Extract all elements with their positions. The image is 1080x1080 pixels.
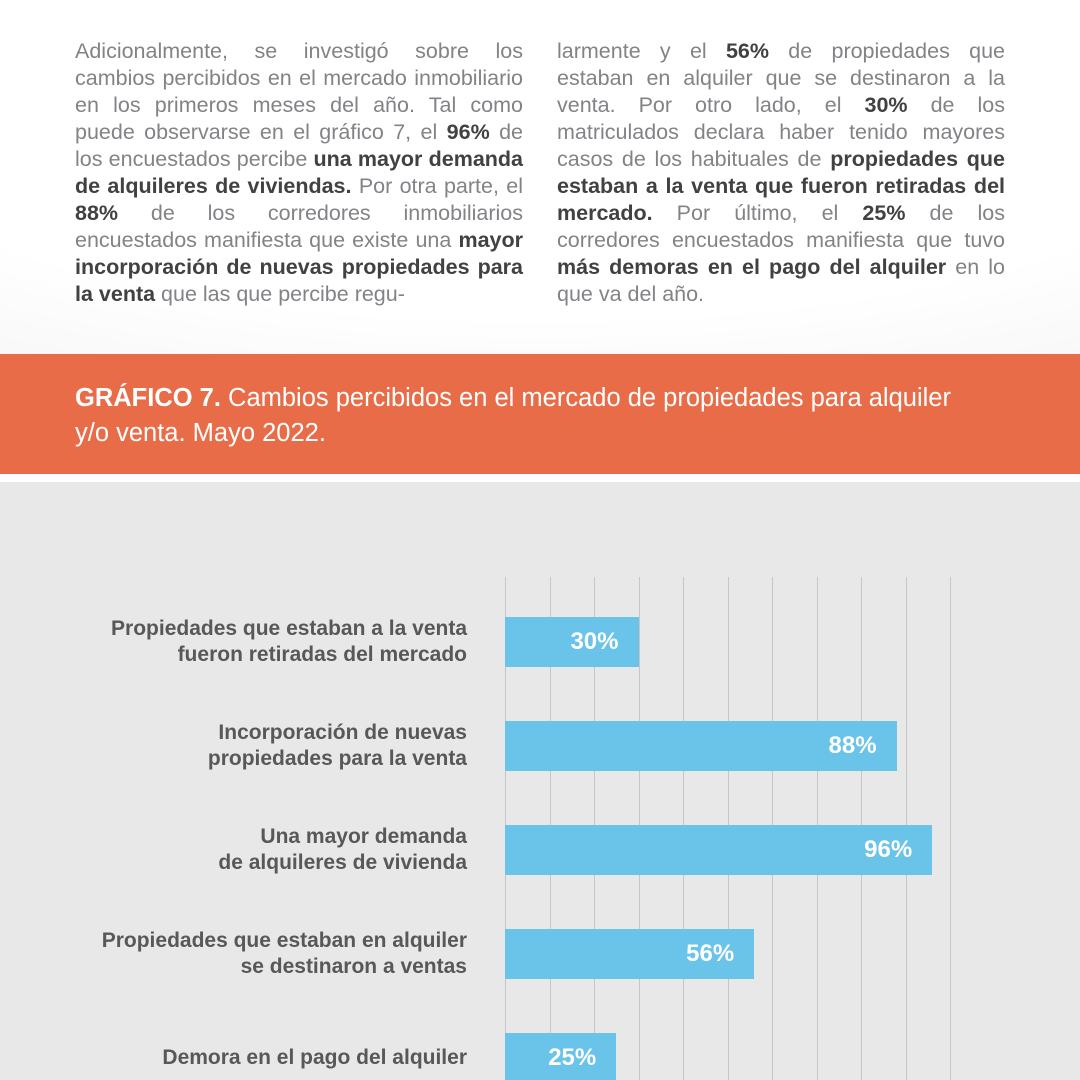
chart-title-label: GRÁFICO 7. [75, 384, 221, 412]
category-label: Demora en el pago del alquiler [162, 1046, 467, 1069]
bar-value-label: 88% [828, 732, 877, 759]
category-label: Una mayor demanda de alquileres de vivienda [218, 825, 467, 874]
intro-left-paragraph: Adicionalmente, se investigó sobre los cambios percibidos en el mercado inmobiliario en los primeros meses del año. Tal como puede observarse en el gráfico 7, el 96% de los encuestados percibe una mayor demanda de alquileres de viviendas. Por otra parte, el 88% de los corredores inmobiliarios encuestados manifiesta que existe una mayor incorporación de nuevas propiedades para la venta que las que percibe regu- [75, 38, 523, 306]
bar [505, 825, 932, 875]
bar [505, 1033, 616, 1080]
category-label: Propiedades que estaban a la venta fueron retiradas del mercado [111, 617, 467, 666]
bar-value-label: 30% [570, 628, 619, 655]
chart-title-line2: y/o venta. Mayo 2022. [75, 419, 326, 447]
category-label: Propiedades que estaban en alquiler se destinaron a ventas [101, 929, 467, 978]
gridline [950, 577, 951, 1080]
bar-value-label: 25% [548, 1044, 597, 1071]
category-label: Incorporación de nuevas propiedades para la venta [207, 721, 467, 770]
bar-value-label: 56% [686, 940, 735, 967]
bar-chart [0, 482, 1080, 1080]
intro-section [0, 0, 1080, 354]
bar [505, 617, 639, 667]
bar [505, 929, 754, 979]
intro-columns [0, 0, 1080, 329]
chart-title-line1: GRÁFICO 7. Cambios percibidos en el mercado de propiedades para alquiler [75, 384, 951, 412]
bar [505, 721, 897, 771]
intro-right-paragraph: larmente y el 56% de propiedades que estaban en alquiler que se destinaron a la venta. Por otro lado, el 30% de los matriculados declara haber tenido mayores casos de los habituales de propiedades que estaban a la venta que fueron retiradas del mercado. Por último, el 25% de los corredores encuestados manifiesta que tuvo más demoras en el pago del alquiler en lo que va del año. [557, 38, 1005, 306]
bar-value-label: 96% [864, 836, 913, 863]
chart-title-banner [0, 354, 1080, 474]
